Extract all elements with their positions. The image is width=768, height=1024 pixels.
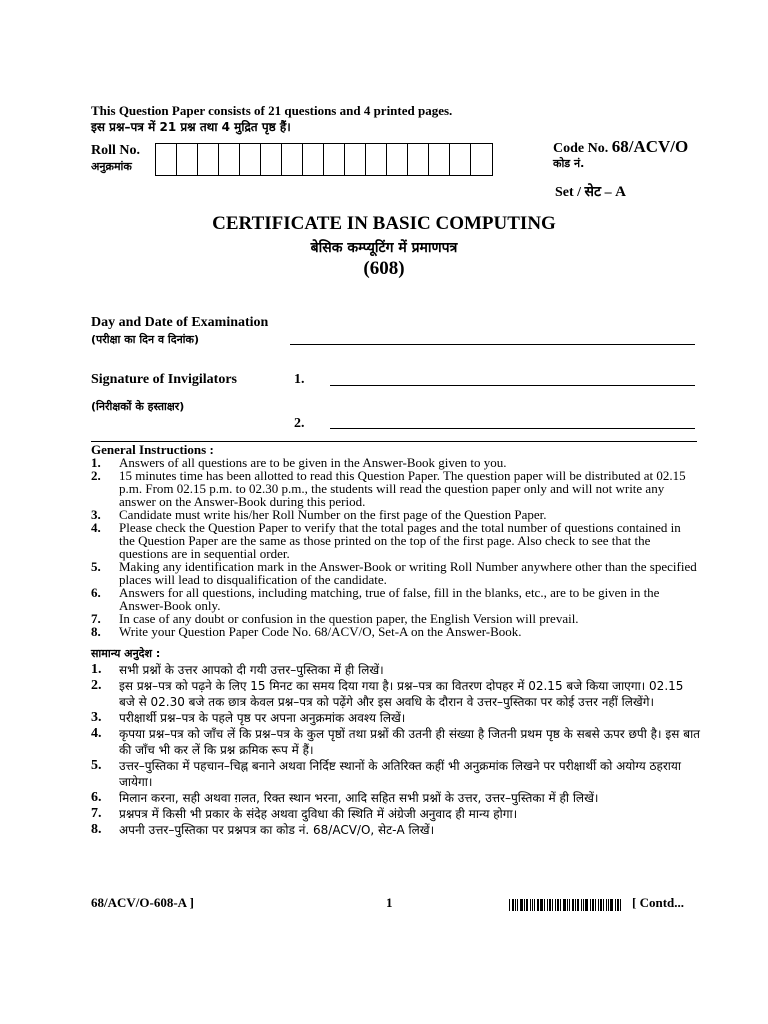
barcode-bar — [552, 899, 553, 911]
item-number: 6. — [91, 790, 102, 805]
item-number: 2. — [91, 678, 102, 693]
barcode — [509, 899, 625, 911]
roll-digit-box[interactable] — [156, 144, 177, 175]
roll-digit-box[interactable] — [429, 144, 450, 175]
sign-label-en: Signature of Invigilators — [91, 372, 237, 387]
item-text: Write your Question Paper Code No. 68/ACV/O, Set-A on the Answer-Book. — [119, 624, 522, 639]
barcode-bar — [600, 899, 602, 911]
barcode-bar — [603, 899, 604, 911]
roll-digit-box[interactable] — [198, 144, 219, 175]
code-label-en: Code No. — [553, 141, 609, 156]
item-number: 1. — [91, 455, 101, 470]
list-item — [91, 625, 697, 638]
roll-number-boxes[interactable] — [155, 143, 493, 176]
course-code: (608) — [363, 258, 405, 279]
code-label-hi: कोड नं. — [553, 157, 585, 170]
set-line — [555, 182, 626, 201]
barcode-bar — [557, 899, 559, 911]
item-text: परीक्षार्थी प्रश्न–पत्र के पहले पृष्ठ पर अपना अनुक्रमांक अवश्य लिखें। — [119, 711, 406, 725]
roll-digit-box[interactable] — [240, 144, 261, 175]
date-write-line[interactable] — [290, 344, 695, 345]
set-label: Set / सेट – — [555, 185, 612, 200]
roll-digit-box[interactable] — [261, 144, 282, 175]
title-hi: बेसिक कम्प्यूटिंग में प्रमाणपत्र — [310, 240, 458, 256]
item-number: 7. — [91, 611, 101, 626]
code-value: 68/ACV/O — [611, 137, 689, 156]
barcode-bar — [592, 899, 594, 911]
item-text: Candidate must write his/her Roll Number on the first page of the Question Paper. — [119, 507, 547, 522]
code-number — [553, 137, 688, 157]
roll-digit-box[interactable] — [450, 144, 471, 175]
roll-digit-box[interactable] — [282, 144, 303, 175]
barcode-bar — [530, 899, 531, 911]
barcode-bar — [509, 899, 510, 911]
item-text: In case of any doubt or confusion in the question paper, the English Version will prevail. — [119, 611, 579, 626]
barcode-bar — [544, 899, 545, 911]
barcode-bar — [569, 899, 570, 911]
item-number: 8. — [91, 822, 102, 837]
item-text: कृपया प्रश्न–पत्र को जाँच लें कि प्रश्न–पत्र के कुल पृष्ठों तथा प्रश्नों की उतनी ही संख्या है जितनी प्रथम पृष्ठ के सबसे ऊपर छपी है। इस बात की जाँच भी कर लें कि प्रश्न क्रमिक रूप में हैं। — [119, 727, 701, 757]
sign-label-hi: (निरीक्षकों के हस्ताक्षर) — [91, 400, 185, 413]
date-label-hi: (परीक्षा का दिन व दिनांक) — [91, 333, 200, 346]
list-item — [91, 710, 701, 726]
roll-label-en: Roll No. — [91, 143, 140, 158]
item-number: 4. — [91, 726, 102, 741]
list-item — [91, 662, 701, 678]
barcode-bar — [615, 899, 616, 911]
item-text: 15 minutes time has been allotted to read this Question Paper. The question paper will be distributed at 02.15 p.m. From 02.15 p.m. to 02.30 p.m., the students will read the question paper only and will not write any answer on the Answer-Book during this period. — [119, 468, 686, 509]
barcode-bar — [620, 899, 621, 911]
roll-digit-box[interactable] — [408, 144, 429, 175]
barcode-bar — [575, 899, 576, 911]
list-item — [91, 560, 697, 586]
item-text: उत्तर–पुस्तिका में पहचान–चिह्न बनाने अथवा निर्दिष्ट स्थानों के अतिरिक्त कहीं भी अनुक्रमांक लिखने पर परीक्षार्थी को अयोग्य ठहराया जायेगा। — [119, 759, 681, 789]
roll-digit-box[interactable] — [219, 144, 240, 175]
barcode-bar — [547, 899, 548, 911]
item-number: 3. — [91, 710, 102, 725]
date-label-en: Day and Date of Examination — [91, 315, 269, 330]
item-number: 4. — [91, 520, 101, 535]
barcode-bar — [567, 899, 568, 911]
barcode-bar — [598, 899, 599, 911]
item-text: इस प्रश्न–पत्र को पढ़ने के लिए 15 मिनट का समय दिया गया है। प्रश्न–पत्र का वितरण दोपहर में 02.15 बजे किया जाएगा। 02.15 बजे से 02.30 बजे तक छात्र केवल प्रश्न–पत्र को पढ़ेंगे और इस अवधि के दौरान वे उत्तर–पुस्तिका पर कोई उत्तर नहीं लिखेंगे। — [119, 679, 684, 709]
roll-digit-box[interactable] — [324, 144, 345, 175]
barcode-bar — [517, 899, 518, 911]
general-instructions-heading: General Instructions : — [91, 442, 214, 457]
item-number: 6. — [91, 585, 101, 600]
item-number: 2. — [91, 468, 101, 483]
barcode-bar — [608, 899, 609, 911]
general-instructions-list — [91, 456, 697, 638]
list-item — [91, 822, 701, 838]
list-item — [91, 726, 701, 758]
item-number: 7. — [91, 806, 102, 821]
barcode-bar — [534, 899, 535, 911]
barcode-bar — [583, 899, 584, 911]
title-en: CERTIFICATE IN BASIC COMPUTING — [212, 213, 556, 234]
barcode-bar — [560, 899, 561, 911]
barcode-bar — [590, 899, 591, 911]
barcode-bar — [520, 899, 523, 911]
barcode-bar — [577, 899, 579, 911]
item-text: Please check the Question Paper to verify that the total pages and the total number of questions contained in the Question Paper are the same as those printed on the top of the first page. Also check to see that the questions are in sequential order. — [119, 520, 681, 561]
list-item — [91, 586, 697, 612]
barcode-bar — [595, 899, 596, 911]
roll-digit-box[interactable] — [303, 144, 324, 175]
barcode-bar — [563, 899, 566, 911]
list-item — [91, 521, 697, 560]
roll-digit-box[interactable] — [177, 144, 198, 175]
item-text: Making any identification mark in the Answer-Book or writing Roll Number anywhere other than the specified places will lead to disqualification of the candidate. — [119, 559, 697, 587]
item-number: 5. — [91, 559, 101, 574]
item-number: 8. — [91, 624, 101, 639]
contd-label: [ Contd... — [632, 895, 685, 910]
page-number: 1 — [386, 895, 393, 910]
sign-2-write-line[interactable] — [330, 428, 695, 429]
item-text: अपनी उत्तर–पुस्तिका पर प्रश्नपत्र का कोड नं. 68/ACV/O, सेट-A लिखें। — [119, 823, 435, 837]
sign-1-write-line[interactable] — [330, 385, 695, 386]
barcode-bar — [512, 899, 514, 911]
barcode-bar — [555, 899, 556, 911]
barcode-bar — [610, 899, 613, 911]
set-value: A — [615, 184, 626, 200]
item-number: 3. — [91, 507, 101, 522]
barcode-bar — [515, 899, 516, 911]
item-number: 5. — [91, 758, 102, 773]
barcode-bar — [581, 899, 582, 911]
item-text: मिलान करना, सही अथवा ग़लत, रिक्त स्थान भरना, आदि सहित सभी प्रश्नों के उत्तर, उत्तर–पुस्तिका में ही लिखें। — [119, 791, 599, 805]
list-item — [91, 790, 701, 806]
footer-code: 68/ACV/O-608-A ] — [91, 895, 194, 910]
roll-label-hi: अनुक्रमांक — [91, 160, 132, 173]
roll-digit-box[interactable] — [345, 144, 366, 175]
barcode-bar — [617, 899, 619, 911]
list-item — [91, 469, 697, 508]
barcode-bar — [532, 899, 533, 911]
item-text: सभी प्रश्नों के उत्तर आपको दी गयी उत्तर–पुस्तिका में ही लिखें। — [119, 663, 384, 677]
sign-2-number: 2. — [294, 416, 305, 431]
barcode-bar — [572, 899, 574, 911]
pages-note-en: This Question Paper consists of 21 questions and 4 printed pages. — [91, 103, 453, 118]
list-item — [91, 758, 701, 790]
hindi-instructions-list — [91, 662, 701, 838]
sign-1-number: 1. — [294, 372, 305, 387]
barcode-bar — [606, 899, 607, 911]
barcode-bar — [549, 899, 551, 911]
barcode-bar — [585, 899, 588, 911]
barcode-bar — [537, 899, 539, 911]
pages-note-hi: इस प्रश्न–पत्र में 21 प्रश्न तथा 4 मुद्रित पृष्ठ हैं। — [91, 120, 291, 134]
hindi-instructions-heading: सामान्य अनुदेश : — [91, 647, 161, 660]
roll-digit-box[interactable] — [387, 144, 408, 175]
item-text: Answers of all questions are to be given in the Answer-Book given to you. — [119, 455, 507, 470]
barcode-bar — [526, 899, 528, 911]
item-number: 1. — [91, 662, 102, 677]
list-item — [91, 806, 701, 822]
item-text: Answers for all questions, including matching, true of false, fill in the blanks, etc., are to be given in the Answer-Book only. — [119, 585, 660, 613]
item-text: प्रश्नपत्र में किसी भी प्रकार के संदेह अथवा दुविधा की स्थिति में अंग्रेजी अनुवाद ही मान्य होगा। — [119, 807, 518, 821]
roll-digit-box[interactable] — [366, 144, 387, 175]
barcode-bar — [524, 899, 525, 911]
barcode-bar — [540, 899, 543, 911]
roll-digit-box[interactable] — [471, 144, 492, 175]
list-item — [91, 678, 701, 710]
